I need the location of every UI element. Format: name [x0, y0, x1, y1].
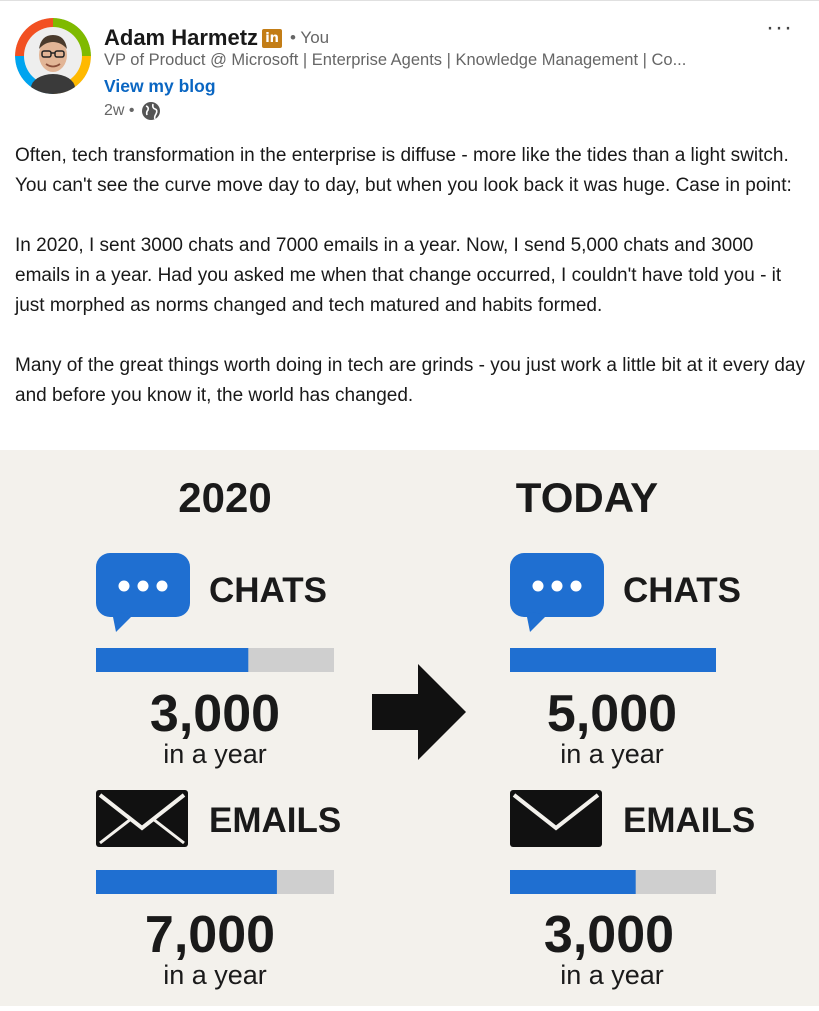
left-emails-bar-fill — [96, 870, 277, 894]
left-chats-bar-fill — [96, 648, 248, 672]
right-title: TODAY — [515, 474, 659, 521]
left-chats-value: 3,000 — [149, 685, 281, 743]
infographic — [0, 450, 819, 1006]
envelope-icon — [96, 790, 188, 847]
post-time: 2w • — [104, 102, 135, 119]
post-paragraph: In 2020, I sent 3000 chats and 7000 emails in a year. Now, I send 5,000 chats and 3000 emails in a year. Had you asked me when that change occurred, I couldn't have told you - it just morphed as norms changed and tech matured and habits formed. — [15, 235, 782, 316]
author-row — [104, 24, 329, 52]
left-chats-sub: in a year — [163, 739, 267, 769]
right-chats-sub: in a year — [560, 739, 664, 769]
top-divider — [0, 0, 819, 1]
post-meta — [104, 101, 161, 121]
post-paragraph: Many of the great things worth doing in tech are grinds - you just work a little bit at it every day and before you know it, the world has changed. — [15, 355, 805, 406]
author-headline: VP of Product @ Microsoft | Enterprise Agents | Knowledge Management | Co... — [104, 51, 687, 69]
right-chats-bar-fill — [510, 648, 716, 672]
right-emails-sub: in a year — [560, 960, 664, 990]
right-chats-label: CHATS — [623, 571, 741, 610]
left-title: 2020 — [178, 474, 272, 521]
left-emails-sub: in a year — [163, 960, 267, 990]
chat-bubble-icon — [96, 553, 190, 632]
more-options-icon[interactable]: ··· — [766, 14, 793, 41]
post-paragraph: Often, tech transformation in the enterprise is diffuse - more like the tides than a light switch. You can't see the curve move day to day, but when you look back it was huge. Case in point: — [15, 145, 792, 196]
avatar-image — [15, 18, 91, 94]
view-blog-link[interactable]: View my blog — [104, 76, 216, 96]
left-chats-label: CHATS — [209, 571, 327, 610]
left-emails-label: EMAILS — [209, 801, 342, 840]
right-emails-value: 3,000 — [543, 906, 675, 964]
globe-icon — [141, 101, 161, 121]
author-avatar[interactable] — [15, 18, 91, 94]
right-emails-bar-fill — [510, 870, 636, 894]
left-emails-value: 7,000 — [144, 906, 276, 964]
chat-bubble-icon — [510, 553, 604, 632]
connection-degree: • You — [290, 28, 330, 47]
envelope-icon — [510, 790, 602, 847]
post-body — [15, 141, 810, 441]
arrow-right-icon — [372, 664, 466, 760]
right-emails-label: EMAILS — [623, 801, 756, 840]
post-image[interactable] — [0, 450, 819, 1006]
author-name[interactable]: Adam Harmetz — [104, 25, 259, 50]
linkedin-premium-icon: in — [262, 29, 282, 48]
right-chats-value: 5,000 — [546, 685, 678, 743]
